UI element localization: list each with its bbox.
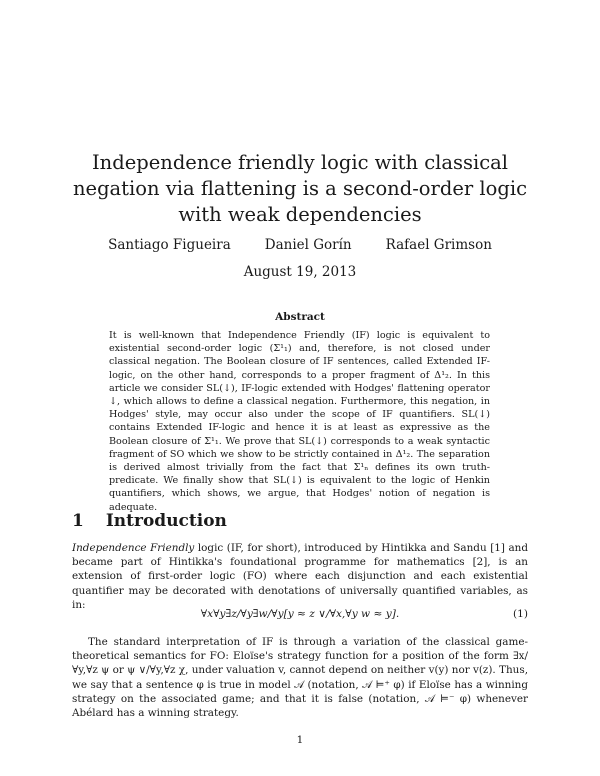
equation [72, 608, 528, 620]
paper-title: Independence friendly logic with classical negation via flattening is a second-order logic with weak dependencies [72, 151, 528, 226]
author-name: Santiago Figueira [108, 237, 231, 253]
paragraph [72, 541, 528, 612]
section-heading [72, 511, 227, 531]
paragraph: The standard interpretation of IF is through a variation of the classical game-theoretical semantics for FO: Eloïse's strategy function for a position of the form ∃x/∀y,∀z ψ or ψ ∨/∀y,∀z χ, under valuation v, cannot depend on neither v(y) nor v(z). Thus, we say that a sentence φ is true in model 𝒜 (notation, 𝒜 ⊨⁺ φ) if Eloïse has a winning strategy on the associated game; and that it is false (notation, 𝒜 ⊨⁻ φ) whenever Abélard has a winning strategy. [72, 636, 528, 720]
author-name: Daniel Gorín [264, 237, 352, 253]
equation-number: (1) [512, 608, 528, 620]
author-list [100, 237, 500, 253]
equation-formula: ∀x∀y∃z/∀y∃w/∀y[y ≈ z ∨/∀x,∀y w ≈ y]. [200, 608, 400, 620]
emphasized-term: Independence Friendly [72, 542, 195, 554]
author-name: Rafael Grimson [385, 237, 492, 253]
abstract-heading: Abstract [275, 311, 325, 323]
paragraph-text: logic (IF, for short), introduced by Hintikka and Sandu [1] and became part of Hintikka's foundational programme for mathematics [2], is an extension of first-order logic (FO) where each disjunction and each existential quantifier may be decorated with denotations of universally quantified variables, as in: [72, 542, 528, 611]
section-number: 1 [72, 511, 84, 531]
page-number: 1 [296, 734, 304, 746]
publication-date: August 19, 2013 [243, 264, 357, 280]
section-title: Introduction [105, 511, 227, 531]
abstract-text: It is well-known that Independence Friendly (IF) logic is equivalent to existential second-order logic (Σ¹₁) and, therefore, is not closed under classical negation. The Boolean closure of IF sentences, called Extended IF-logic, on the other hand, corresponds to a proper fragment of Δ¹₂. In this article we consider SL(↓), IF-logic extended with Hodges' flattening operator ↓, which allows to define a classical negation. Furthermore, this negation, in Hodges' style, may occur also under the scope of IF quantifiers. SL(↓) contains Extended IF-logic and hence it is at least as expressive as the Boolean closure of Σ¹₁. We prove that SL(↓) corresponds to a weak syntactic fragment of SO which we show to be strictly contained in Δ¹₂. The separation is derived almost trivially from the fact that Σ¹ₙ defines its own truth-predicate. We finally show that SL(↓) is equivalent to the logic of Henkin quantifiers, which shows, we argue, that Hodges' notion of negation is adequate. [109, 330, 490, 513]
